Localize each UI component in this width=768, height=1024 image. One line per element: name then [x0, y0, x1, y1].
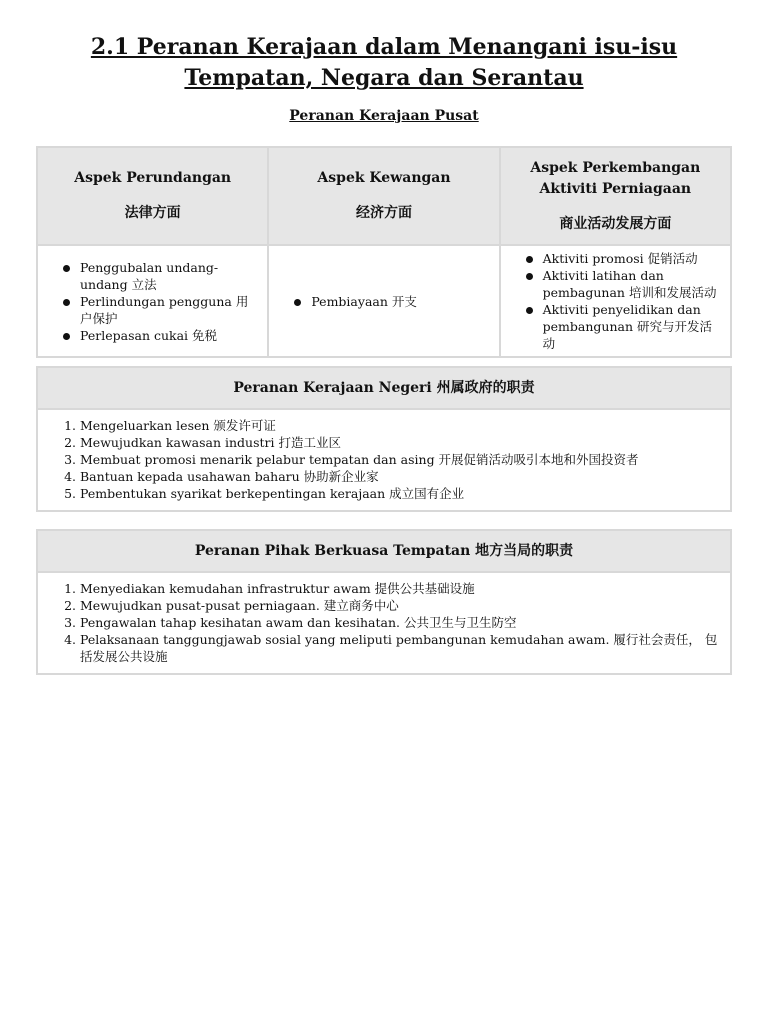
header-cell-legal: [37, 147, 268, 245]
legal-bullet-list: [44, 259, 259, 344]
page-title: 2.1 Peranan Kerajaan dalam Menangani isu-isu Tempatan, Negara dan Serantau: [90, 34, 678, 91]
header-legal-ms: Aspek Perundangan: [74, 170, 232, 186]
header-cell-finance: [268, 147, 499, 245]
list-item: 2. Mewujudkan kawasan industri 打造工业区: [80, 434, 720, 451]
header-cell-business: [500, 147, 731, 245]
section-subtitle: Peranan Kerajaan Pusat: [289, 108, 479, 124]
body-cell-business: [500, 245, 731, 357]
list-item: 4. Pelaksanaan tanggungjawab sosial yang meliputi pembangunan kemudahan awam. 履行社会责任， 包括发展公共设施: [80, 631, 720, 665]
body-cell-finance: [268, 245, 499, 357]
header-legal-zh: 法律方面: [124, 205, 181, 221]
finance-bullet-list: [275, 293, 490, 310]
list-item: Aktiviti penyelidikan dan pembangunan 研究与开发活动: [543, 301, 722, 352]
list-item: 3. Pengawalan tahap kesihatan awam dan kesihatan. 公共卫生与卫生防空: [80, 614, 720, 631]
body-cell-legal: [37, 245, 268, 357]
local-authority-header: Peranan Pihak Berkuasa Tempatan 地方当局的职责: [38, 531, 730, 573]
local-numbered-list: [38, 580, 720, 665]
table-body-row: [37, 245, 731, 357]
list-item: Perlepasan cukai 免税: [80, 327, 259, 344]
list-item: 1. Mengeluarkan lesen 颁发许可证: [80, 417, 720, 434]
state-government-body: [38, 410, 730, 510]
local-authority-box: [36, 529, 732, 675]
list-item: 1. Menyediakan kemudahan infrastruktur awam 提供公共基础设施: [80, 580, 720, 597]
header-business-zh: 商业活动发展方面: [559, 215, 672, 232]
list-item: Pembiayaan 开支: [311, 293, 490, 310]
table-header-row: [37, 147, 731, 245]
state-government-box: [36, 366, 732, 512]
list-item: Penggubalan undang-undang 立法: [80, 259, 259, 293]
list-item: 4. Bantuan kepada usahawan baharu 协助新企业家: [80, 468, 720, 485]
list-item: Aktiviti promosi 促销活动: [543, 250, 722, 267]
header-finance-ms: Aspek Kewangan: [317, 170, 451, 186]
state-numbered-list: [38, 417, 720, 502]
list-item: 3. Membuat promosi menarik pelabur tempatan dan asing 开展促销活动吸引本地和外国投资者: [80, 451, 720, 468]
state-government-header: Peranan Kerajaan Negeri 州属政府的职责: [38, 368, 730, 410]
business-bullet-list: [507, 250, 722, 352]
list-item: Perlindungan pengguna 用户保护: [80, 293, 259, 327]
central-government-table: [36, 146, 732, 358]
list-item: 5. Pembentukan syarikat berkepentingan kerajaan 成立国有企业: [80, 485, 720, 502]
header-business-ms: Aspek Perkembangan Aktiviti Perniagaan: [530, 159, 701, 197]
local-authority-body: [38, 573, 730, 673]
header-finance-zh: 经济方面: [355, 205, 412, 221]
list-item: 2. Mewujudkan pusat-pusat perniagaan. 建立商务中心: [80, 597, 720, 614]
list-item: Aktiviti latihan dan pembagunan 培训和发展活动: [543, 267, 722, 301]
